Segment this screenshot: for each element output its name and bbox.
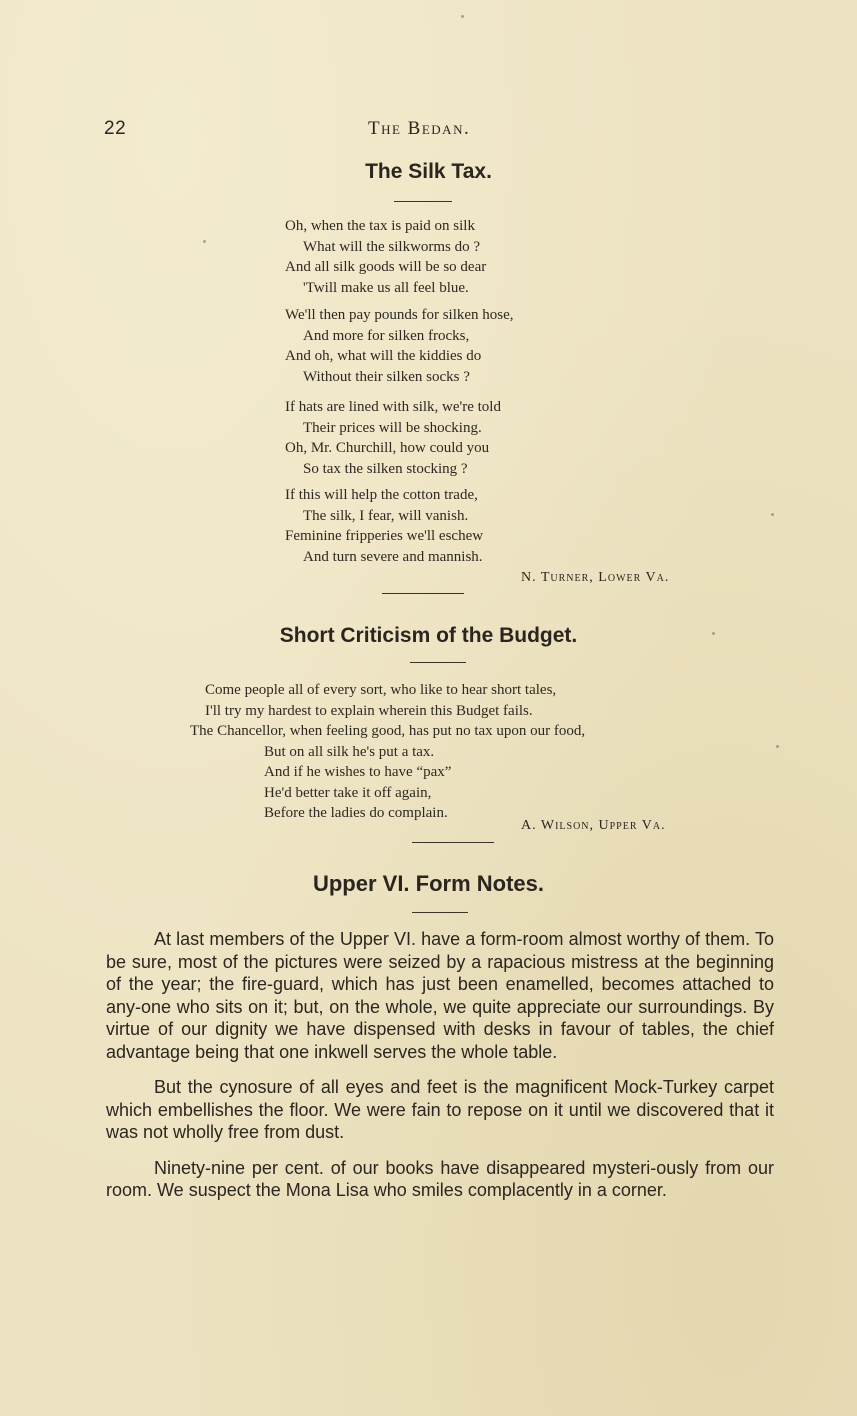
- verse-line: And if he wishes to have “pax”: [264, 764, 452, 780]
- verse-line: But on all silk he's put a tax.: [264, 743, 435, 760]
- running-head: The Bedan.: [368, 118, 471, 139]
- verse-line: So tax the silken stocking ?: [303, 460, 468, 477]
- verse-line: I'll try my hardest to explain wherein this Budget fails.: [205, 702, 533, 719]
- verse-line: If hats are lined with silk, we're told: [285, 399, 501, 415]
- verse-line: 'Twill make us all feel blue.: [303, 279, 469, 296]
- verse-line: Without their silken socks ?: [303, 368, 470, 385]
- verse-line: Oh, Mr. Churchill, how could you: [285, 440, 490, 456]
- verse-line: Oh, when the tax is paid on silk: [285, 218, 475, 234]
- silk-tax-stanza-3: [285, 397, 501, 479]
- silk-tax-author: N. Turner, Lower Va.: [521, 570, 670, 585]
- silk-tax-stanza-2: [285, 305, 514, 387]
- budget-author: A. Wilson, Upper Va.: [521, 818, 666, 833]
- verse-line: And oh, what will the kiddies do: [285, 348, 482, 364]
- title-rule: [410, 662, 466, 663]
- title-rule: [412, 912, 468, 913]
- verse-line: Before the ladies do complain.: [264, 805, 448, 821]
- paragraph: Ninety-nine per cent. of our books have disappeared mysteri-ously from our room. We suspect the Mona Lisa who smiles complacently in a corner.: [106, 1157, 774, 1200]
- verse-line: The Chancellor, when feeling good, has put no tax upon our food,: [190, 723, 586, 739]
- paper-speck: [461, 15, 464, 18]
- budget-verse: [190, 680, 585, 824]
- budget-title: Short Criticism of the Budget.: [279, 624, 578, 647]
- verse-line: Feminine fripperies we'll eschew: [285, 528, 484, 544]
- section-divider: [382, 593, 464, 594]
- silk-tax-stanza-1: [285, 216, 486, 298]
- paper-speck: [203, 240, 206, 243]
- section-divider: [412, 842, 494, 843]
- verse-line: Their prices will be shocking.: [303, 419, 482, 436]
- verse-line: And more for silken frocks,: [303, 327, 470, 344]
- paper-speck: [712, 632, 715, 635]
- form-notes-title: Upper VI. Form Notes.: [312, 871, 545, 896]
- paragraph: But the cynosure of all eyes and feet is the magnificent Mock-Turkey carpet which embellishes the floor. We were fain to repose on it until we discovered that it was not wholly free from dust.: [106, 1077, 774, 1142]
- silk-tax-stanza-4: [285, 485, 483, 567]
- form-notes-body: [106, 928, 774, 1215]
- verse-line: And turn severe and mannish.: [303, 548, 483, 565]
- verse-line: And all silk goods will be so dear: [285, 259, 487, 275]
- title-rule: [394, 201, 452, 202]
- verse-line: He'd better take it off again,: [264, 784, 432, 801]
- verse-line: We'll then pay pounds for silken hose,: [285, 307, 514, 323]
- verse-line: The silk, I fear, will vanish.: [303, 507, 469, 524]
- silk-tax-title: The Silk Tax.: [365, 160, 492, 183]
- verse-line: What will the silkworms do ?: [303, 238, 481, 255]
- page-number: 22: [104, 118, 127, 139]
- paper-speck: [776, 745, 779, 748]
- paragraph: At last members of the Upper VI. have a form-room almost worthy of them. To be sure, most of the pictures were seized by a rapacious mistress at the beginning of the year; the fire-guard, which has just been enamelled, becomes attached to any-one who sits on it; but, on the whole, we quite appreciate our surroundings. By virtue of our dignity we have dispensed with desks in favour of tables, the chief advantage being that one inkwell serves the whole table.: [106, 929, 774, 1062]
- verse-line: Come people all of every sort, who like to hear short tales,: [205, 682, 557, 698]
- verse-line: If this will help the cotton trade,: [285, 487, 478, 503]
- paper-speck: [771, 513, 774, 516]
